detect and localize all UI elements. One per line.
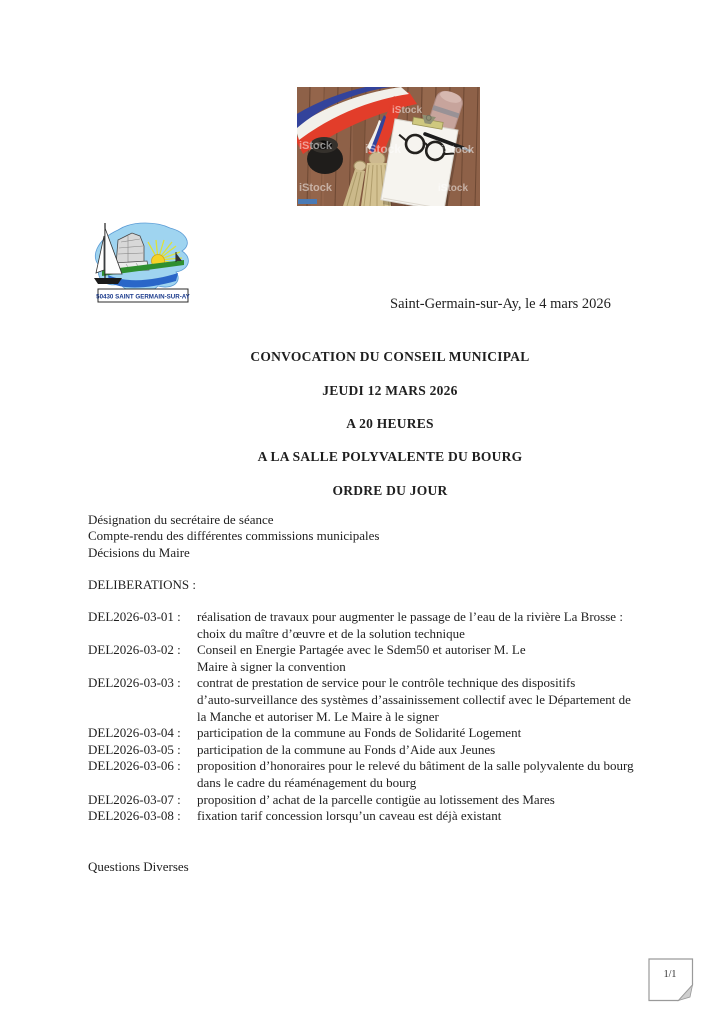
deliberation-line: proposition d’ achat de la parcelle contigüe au lotissement des Mares (197, 791, 555, 807)
deliberation-ref: DEL2026-03-03 : (88, 675, 181, 691)
logo-caption-banner (96, 289, 191, 302)
deliberation-ref: DEL2026-03-02 : (88, 642, 181, 658)
deliberation-row (88, 675, 698, 725)
deliberations-label: DELIBERATIONS : (88, 577, 196, 592)
date-line: Saint-Germain-sur-Ay, le 4 mars 2026 (390, 296, 611, 312)
venue-heading: A LA SALLE POLYVALENTE DU BOURG (257, 449, 523, 464)
intro-item: Compte-rendu des différentes commissions municipales (88, 528, 380, 544)
header-photo (297, 87, 480, 206)
logo-caption-text: 50430 SAINT GERMAIN-SUR-AY (96, 293, 190, 301)
agenda-heading: ORDRE DU JOUR (332, 483, 448, 498)
watermark-text: iStock (441, 144, 475, 156)
watermark-text: iStock (299, 182, 333, 194)
page-number-icon (648, 958, 694, 1002)
deliberation-ref: DEL2026-03-01 : (88, 609, 181, 624)
deliberation-line: d’auto-surveillance des systèmes d’assainissement collectif avec le Département de (197, 691, 631, 707)
title-heading: CONVOCATION DU CONSEIL MUNICIPAL (250, 349, 530, 364)
deliberation-row (88, 609, 698, 642)
intro-item: Décisions du Maire (88, 544, 190, 560)
deliberation-ref: DEL2026-03-05 : (88, 741, 181, 757)
deliberation-ref: DEL2026-03-04 : (88, 725, 181, 741)
deliberation-row (88, 742, 698, 759)
page-indicator: 1/1 (663, 969, 677, 980)
deliberation-ref: DEL2026-03-06 : (88, 758, 181, 774)
deliberation-ref: DEL2026-03-07 : (88, 791, 181, 807)
intro-item: Désignation du secrétaire de séance (88, 512, 274, 527)
questions-diverses: Questions Diverses (88, 859, 189, 874)
deliberation-row (88, 792, 698, 809)
watermark-text: iStock (299, 140, 333, 152)
deliberations-list (88, 609, 698, 825)
deliberation-text (197, 792, 698, 809)
deliberation-line: proposition d’honoraires pour le relevé du bâtiment de la salle polyvalente du bourg (197, 758, 634, 774)
deliberation-text (197, 758, 698, 791)
deliberation-row (88, 808, 698, 825)
deliberation-text (197, 808, 698, 825)
watermark-text: iStock (438, 183, 469, 194)
deliberation-text (197, 675, 698, 725)
deliberation-line: Conseil en Energie Partagée avec le Sdem50 et autoriser M. Le (197, 642, 526, 658)
deliberation-row (88, 725, 698, 742)
time-heading: A 20 HEURES (346, 416, 434, 431)
watermark-text: iStock (365, 142, 402, 156)
deliberation-row (88, 758, 698, 791)
deliberation-line: participation de la commune au Fonds de Solidarité Logement (197, 725, 522, 741)
deliberation-ref: DEL2026-03-08 : (88, 808, 181, 824)
deliberation-text (197, 742, 698, 759)
deliberation-line: contrat de prestation de service pour le contrôle technique des dispositifs (197, 675, 576, 691)
deliberation-line: dans le cadre du réaménagement du bourg (197, 774, 417, 790)
intro-block (88, 512, 379, 561)
deliberation-line: participation de la commune au Fonds d’Aide aux Jeunes (197, 741, 496, 757)
deliberation-text (197, 642, 698, 675)
decorative-photo (297, 87, 480, 206)
deliberation-text (197, 725, 698, 742)
deliberation-row (88, 642, 698, 675)
deliberation-line: Maire à signer la convention (197, 658, 346, 674)
deliberation-line: fixation tarif concession lorsqu’un caveau est déjà existant (197, 808, 502, 824)
deliberation-line: choix du maître d’œuvre et de la solution technique (197, 625, 465, 641)
watermark-text: iStock (392, 105, 423, 116)
commune-logo-image (88, 218, 196, 306)
photo-id-tag (298, 199, 317, 204)
deliberation-line: la Manche et autoriser M. Le Maire à le signer (197, 708, 439, 724)
commune-logo (88, 218, 196, 306)
date-heading: JEUDI 12 MARS 2026 (322, 383, 458, 398)
deliberation-line: réalisation de travaux pour augmenter le passage de l’eau de la rivière La Brosse : (197, 609, 623, 624)
deliberation-text (197, 609, 698, 642)
